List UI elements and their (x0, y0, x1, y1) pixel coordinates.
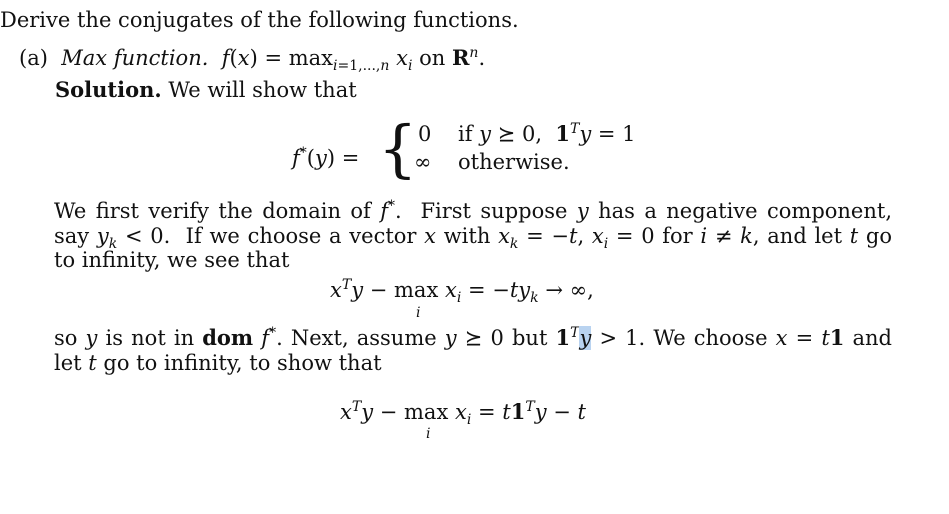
space-symbol: R (451, 45, 470, 70)
domain-paragraph: We first verify the domain of f*. First suppose y has a negative component, say $y_k < 0$. If we choose a vector x with $x_k = -t$, $x_i = 0$ for i ≠ k, and let t go to infinity, we see that (54, 198, 893, 272)
case1-condition: if y ⪰ 0, $1^Ty = 1$ (458, 121, 636, 146)
next-paragraph: so y is not in dom f*. Next, assume y ⪰ 0 but $1^Ty > 1$. We choose x = t1 and let t go to infinity, to show that (54, 325, 892, 375)
left-brace: { (378, 112, 418, 185)
equation-2-max-index: i (426, 426, 431, 442)
piecewise-lhs: f*(y) = (292, 145, 360, 170)
equation-2: $x^Ty - \max x_i = t1^Ty - t$ (340, 399, 586, 429)
case2-condition: otherwise. (458, 150, 570, 174)
case2-value: ∞ (414, 150, 432, 174)
part-a-line: (a) Max function. $f(x) = \max_{i=1,...,n} x_i$ on $R^n$. (19, 45, 486, 75)
solution-label: Solution. (55, 77, 162, 102)
part-a-title: Max function. (61, 46, 209, 70)
part-a-label: (a) (19, 46, 48, 70)
part-a-on: on (419, 46, 446, 70)
problem-heading: Derive the conjugates of the following functions. (0, 8, 519, 32)
space-dimension: n (469, 45, 479, 61)
solution-line (55, 78, 357, 102)
equation-1-max-index: i (416, 305, 421, 321)
equation-1: $x^Ty - \max x_i = -ty_k$ → ∞, (330, 277, 594, 307)
case1-value: 0 (418, 122, 432, 146)
solution-text: We will show that (168, 78, 357, 102)
